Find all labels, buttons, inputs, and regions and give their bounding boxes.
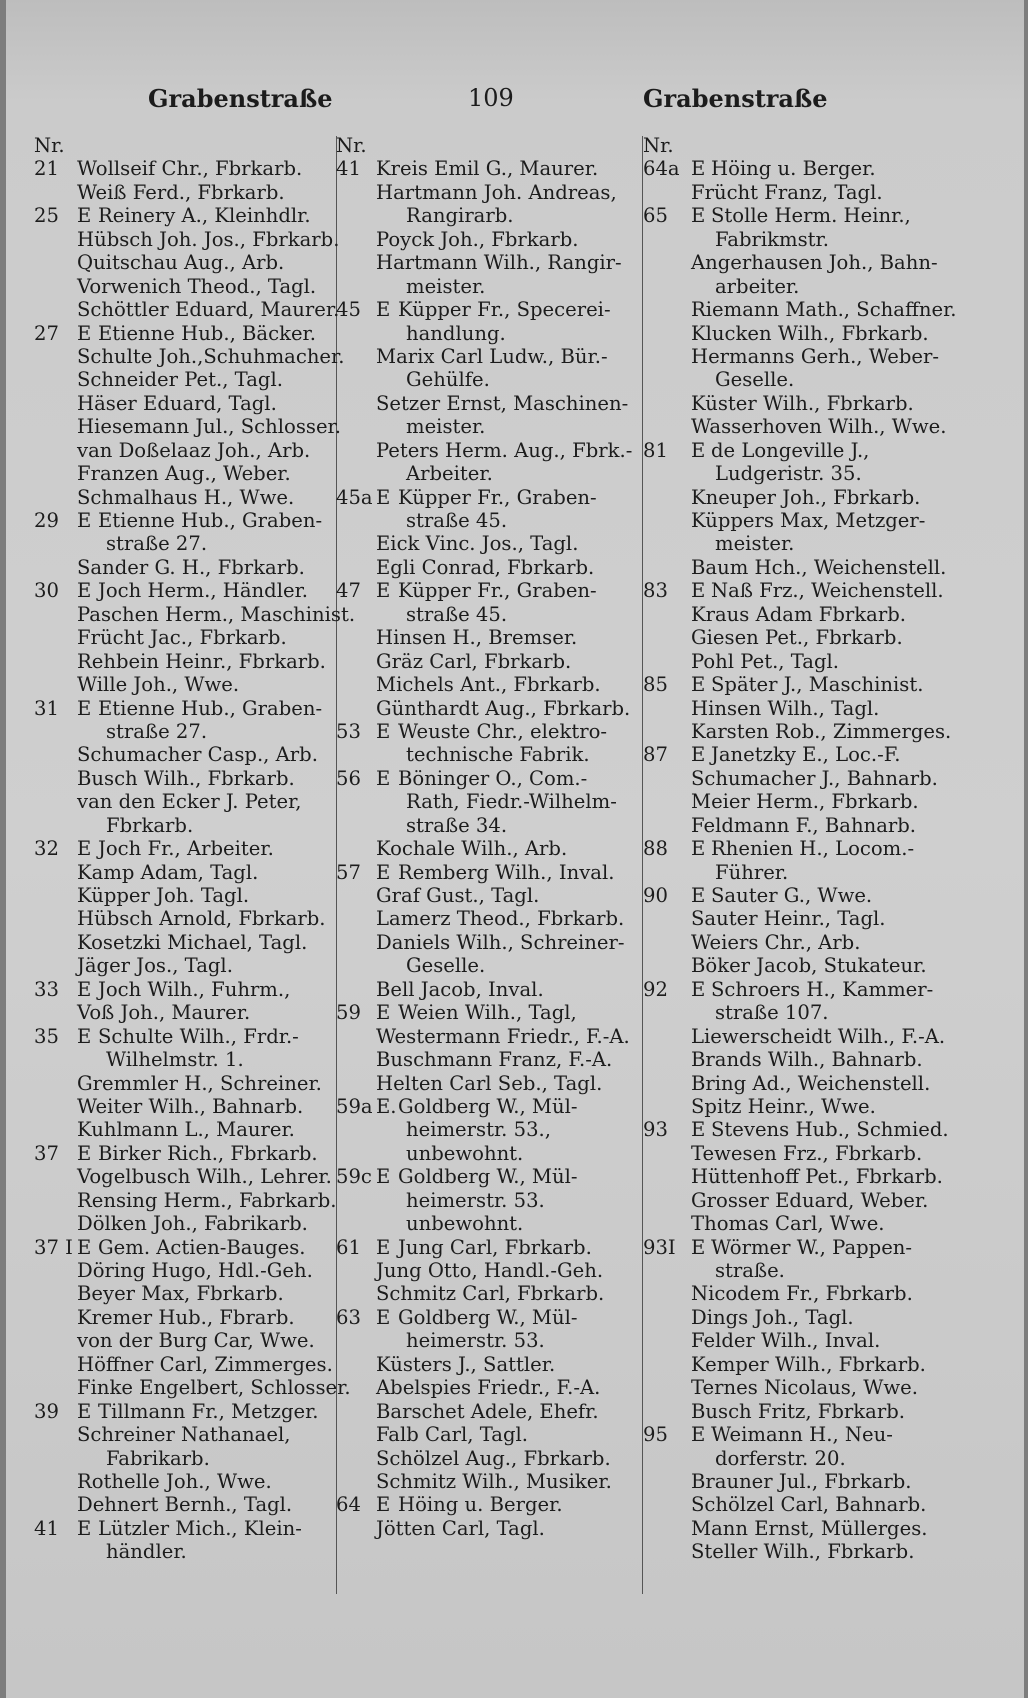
- resident-entry: Goldberg W., Mül-: [398, 1305, 578, 1329]
- owner-marker: E: [691, 884, 706, 907]
- resident-entry: Karsten Rob., Zimmerges.: [691, 719, 952, 743]
- resident-entry: van den Ecker J. Peter,: [77, 790, 302, 814]
- house-number: 92: [643, 977, 668, 1001]
- entry-continuation: Führer.: [715, 860, 789, 884]
- resident-entry: Rehbein Heinr., Fbrkarb.: [77, 649, 326, 673]
- nr-column-header: Nr.: [336, 134, 367, 157]
- resident-entry: Höffner Carl, Zimmerges.: [77, 1352, 333, 1376]
- resident-entry: Paschen Herm., Maschinist.: [77, 602, 356, 626]
- entry-continuation: straße 27.: [106, 719, 208, 743]
- owner-marker: E: [77, 837, 92, 861]
- resident-entry: Baum Hch., Weichenstell.: [691, 555, 947, 579]
- resident-entry: Joch Fr., Arbeiter.: [98, 837, 274, 861]
- house-number: 41: [336, 157, 361, 181]
- resident-entry: Ternes Nicolaus, Wwe.: [691, 1376, 919, 1400]
- owner-marker: E: [77, 204, 92, 228]
- nr-column-header: Nr.: [643, 134, 674, 157]
- entry-continuation: straße.: [715, 1259, 785, 1282]
- resident-entry: Helten Carl Seb., Tagl.: [376, 1071, 603, 1095]
- resident-entry: Schulte Joh.,Schuhmacher.: [77, 344, 345, 368]
- resident-entry: Steller Wilh., Fbrkarb.: [691, 1540, 915, 1564]
- resident-entry: Jäger Jos., Tagl.: [77, 954, 233, 978]
- resident-entry: Bell Jacob, Inval.: [376, 977, 544, 1001]
- resident-entry: Quitschau Aug., Arb.: [77, 251, 285, 275]
- resident-entry: Giesen Pet., Fbrkarb.: [691, 626, 903, 650]
- house-number: 53: [336, 719, 361, 743]
- resident-entry: Tewesen Frz., Fbrkarb.: [691, 1141, 923, 1165]
- resident-entry: Schmitz Carl, Fbrkarb.: [376, 1282, 605, 1306]
- resident-entry: Dehnert Bernh., Tagl.: [77, 1493, 293, 1517]
- resident-entry: Busch Wilh., Fbrkarb.: [77, 766, 295, 790]
- entry-continuation: meister.: [406, 274, 486, 298]
- resident-entry: Häser Eduard, Tagl.: [77, 391, 277, 415]
- resident-entry: Brands Wilh., Bahnarb.: [691, 1048, 923, 1072]
- resident-entry: Westermann Friedr., F.-A.: [376, 1024, 630, 1048]
- house-number: 87: [643, 743, 668, 767]
- house-number: 45a: [336, 485, 373, 509]
- house-number: 63: [336, 1305, 361, 1329]
- owner-marker: E: [376, 1001, 391, 1025]
- resident-entry: Wasserhoven Wilh., Wwe.: [691, 415, 947, 439]
- owner-marker: E: [77, 1141, 92, 1165]
- resident-entry: Janetzky E., Loc.-F.: [711, 743, 901, 767]
- resident-entry: Schulte Wilh., Frdr.-: [98, 1024, 299, 1048]
- owner-marker: E: [376, 1305, 391, 1329]
- resident-entry: Weiers Chr., Arb.: [691, 930, 861, 954]
- resident-entry: Jötten Carl, Tagl.: [376, 1516, 545, 1540]
- owner-marker: E: [77, 579, 92, 603]
- entry-continuation: Rangirarb.: [406, 204, 514, 228]
- resident-entry: Frücht Franz, Tagl.: [691, 180, 883, 204]
- resident-entry: Brauner Jul., Fbrkarb.: [691, 1469, 912, 1493]
- house-number: 81: [643, 438, 668, 462]
- house-number: 65: [643, 204, 668, 228]
- owner-marker: E: [77, 321, 92, 345]
- resident-entry: Thomas Carl, Wwe.: [691, 1212, 885, 1236]
- resident-entry: Rhenien H., Locom.-: [711, 837, 915, 861]
- house-number: 27: [34, 321, 59, 345]
- resident-entry: Finke Engelbert, Schlosser.: [77, 1376, 351, 1400]
- house-number: 25: [34, 204, 59, 228]
- resident-entry: Hübsch Joh. Jos., Fbrkarb.: [77, 227, 340, 251]
- house-number: 64a: [643, 157, 680, 181]
- house-number: 47: [336, 579, 361, 603]
- house-number: 32: [34, 837, 59, 861]
- resident-entry: Lamerz Theod., Fbrkarb.: [376, 907, 625, 931]
- entry-continuation: Geselle.: [406, 954, 486, 978]
- nr-column-header: Nr.: [34, 134, 65, 157]
- house-number: 59a: [336, 1094, 373, 1118]
- owner-marker: E: [691, 157, 706, 181]
- resident-entry: Böker Jacob, Stukateur.: [691, 954, 927, 978]
- resident-entry: Birker Rich., Fbrkarb.: [98, 1141, 318, 1165]
- resident-entry: Remberg Wilh., Inval.: [398, 860, 615, 884]
- resident-entry: Schmitz Wilh., Musiker.: [376, 1469, 612, 1493]
- resident-entry: Kraus Adam Fbrkarb.: [691, 602, 906, 626]
- entry-continuation: Arbeiter.: [406, 462, 493, 486]
- owner-marker: E: [77, 1399, 92, 1423]
- house-number: 83: [643, 579, 668, 603]
- resident-entry: Rothelle Joh., Wwe.: [77, 1469, 272, 1493]
- entry-continuation: dorferstr. 20.: [715, 1446, 846, 1470]
- house-number: 41: [34, 1516, 59, 1540]
- resident-entry: Kneuper Joh., Fbrkarb.: [691, 485, 921, 509]
- resident-entry: Vogelbusch Wilh., Lehrer.: [77, 1165, 332, 1189]
- left-street-title: Grabenstraße: [148, 84, 333, 113]
- owner-marker: E: [376, 579, 391, 603]
- directory-page: [6, 0, 1024, 1698]
- resident-entry: Stevens Hub., Schmied.: [711, 1118, 949, 1142]
- entry-continuation: Rath, Fiedr.-Wilhelm-: [406, 790, 617, 814]
- resident-entry: Weien Wilh., Tagl,: [398, 1001, 577, 1025]
- entry-continuation: Wilhelmstr. 1.: [106, 1048, 244, 1072]
- resident-entry: Küpper Fr., Graben-: [398, 579, 597, 603]
- entry-continuation: Gehülfe.: [406, 368, 490, 392]
- owner-marker: E: [77, 1516, 92, 1540]
- resident-entry: Etienne Hub., Graben-: [98, 696, 323, 720]
- owner-marker: E: [376, 485, 391, 509]
- resident-entry: Voß Joh., Maurer.: [77, 1001, 251, 1025]
- resident-entry: Franzen Aug., Weber.: [77, 462, 291, 486]
- right-street-title: Grabenstraße: [643, 84, 828, 113]
- house-number: 21: [34, 157, 59, 181]
- resident-entry: Nicodem Fr., Fbrkarb.: [691, 1282, 913, 1306]
- resident-entry: Lützler Mich., Klein-: [98, 1516, 302, 1540]
- resident-entry: Graf Gust., Tagl.: [376, 884, 540, 907]
- entry-continuation: arbeiter.: [715, 274, 800, 298]
- resident-entry: Beyer Max, Fbrkarb.: [77, 1282, 284, 1306]
- resident-entry: Hartmann Joh. Andreas,: [376, 180, 617, 204]
- resident-entry: Günthardt Aug., Fbrkarb.: [376, 696, 631, 720]
- owner-marker: E: [691, 579, 706, 603]
- resident-entry: Schmalhaus H., Wwe.: [77, 485, 295, 509]
- owner-marker: E: [376, 1235, 391, 1259]
- owner-marker: E: [376, 1493, 391, 1517]
- resident-entry: Schöttler Eduard, Maurer.: [77, 298, 340, 322]
- entry-continuation: unbewohnt.: [406, 1141, 524, 1165]
- resident-entry: Sauter G., Wwe.: [711, 884, 873, 907]
- resident-entry: Döring Hugo, Hdl.-Geh.: [77, 1259, 313, 1282]
- resident-entry: Höing u. Berger.: [711, 157, 876, 181]
- resident-entry: Schumacher Casp., Arb.: [77, 743, 318, 767]
- entry-continuation: händler.: [106, 1540, 187, 1564]
- resident-entry: Schreiner Nathanael,: [77, 1423, 291, 1447]
- house-number: 31: [34, 696, 59, 720]
- entry-continuation: heimerstr. 53.: [406, 1329, 545, 1353]
- resident-entry: Eick Vinc. Jos., Tagl.: [376, 532, 579, 556]
- house-number: 88: [643, 837, 668, 861]
- resident-entry: Felder Wilh., Inval.: [691, 1329, 881, 1353]
- house-number: 95: [643, 1423, 668, 1447]
- resident-entry: Dings Joh., Tagl.: [691, 1305, 854, 1329]
- resident-entry: Dölken Joh., Fabrikarb.: [77, 1212, 308, 1236]
- entry-continuation: Fabrikmstr.: [715, 227, 829, 251]
- resident-entry: Poyck Joh., Fbrkarb.: [376, 227, 579, 251]
- owner-marker: E: [691, 204, 706, 228]
- entry-continuation: straße 107.: [715, 1001, 829, 1025]
- resident-entry: Kreis Emil G., Maurer.: [376, 157, 599, 181]
- resident-entry: Rensing Herm., Fabrkarb.: [77, 1188, 337, 1212]
- resident-entry: Hinsen H., Bremser.: [376, 626, 578, 650]
- resident-entry: Später J., Maschinist.: [711, 673, 924, 697]
- resident-entry: Küpper Fr., Specerei-: [398, 298, 611, 322]
- owner-marker: E: [376, 298, 391, 322]
- house-number: 57: [336, 860, 361, 884]
- resident-entry: Marix Carl Ludw., Bür.-: [376, 344, 608, 368]
- owner-marker: E: [77, 509, 92, 532]
- resident-entry: Naß Frz., Weichenstell.: [711, 579, 944, 603]
- entry-continuation: Ludgeristr. 35.: [715, 462, 862, 486]
- resident-entry: Hinsen Wilh., Tagl.: [691, 696, 880, 720]
- resident-entry: van Doßelaaz Joh., Arb.: [77, 438, 311, 462]
- resident-entry: Spitz Heinr., Wwe.: [691, 1094, 876, 1118]
- resident-entry: Gem. Actien-Bauges.: [98, 1235, 306, 1259]
- column-divider: [642, 136, 643, 1594]
- resident-entry: Riemann Math., Schaffner.: [691, 298, 957, 322]
- resident-entry: Gremmler H., Schreiner.: [77, 1071, 322, 1095]
- house-number: 93I: [643, 1235, 676, 1259]
- owner-marker: E: [691, 837, 706, 861]
- resident-entry: Frücht Jac., Fbrkarb.: [77, 626, 287, 650]
- resident-entry: Wille Joh., Wwe.: [77, 673, 240, 697]
- resident-entry: Tillmann Fr., Metzger.: [98, 1399, 319, 1423]
- resident-entry: Küppers Max, Metzger-: [691, 509, 926, 532]
- house-number: 33: [34, 977, 59, 1001]
- house-number: 39: [34, 1399, 59, 1423]
- resident-entry: Meier Herm., Fbrkarb.: [691, 790, 919, 814]
- resident-entry: Schneider Pet., Tagl.: [77, 368, 283, 392]
- entry-continuation: handlung.: [406, 321, 506, 345]
- owner-marker: E: [77, 1024, 92, 1048]
- house-number: 90: [643, 884, 668, 907]
- resident-entry: de Longeville J.,: [711, 438, 870, 462]
- owner-marker: E: [376, 1165, 391, 1189]
- owner-marker: E: [77, 1235, 92, 1259]
- resident-entry: Hüttenhoff Pet., Fbrkarb.: [691, 1165, 943, 1189]
- owner-marker: E: [691, 977, 706, 1001]
- resident-entry: Pohl Pet., Tagl.: [691, 649, 840, 673]
- resident-entry: Weuste Chr., elektro-: [398, 719, 608, 743]
- resident-entry: Goldberg W., Mül-: [398, 1165, 578, 1189]
- owner-marker: E: [691, 673, 706, 697]
- resident-entry: Schumacher J., Bahnarb.: [691, 766, 938, 790]
- resident-entry: Etienne Hub., Bäcker.: [98, 321, 316, 345]
- resident-entry: Kamp Adam, Tagl.: [77, 860, 259, 884]
- resident-entry: Kochale Wilh., Arb.: [376, 837, 568, 861]
- owner-marker: E: [691, 1423, 706, 1447]
- resident-entry: Schroers H., Kammer-: [711, 977, 934, 1001]
- resident-entry: Joch Wilh., Fuhrm.,: [98, 977, 291, 1001]
- resident-entry: Wollseif Chr., Fbrkarb.: [77, 157, 303, 181]
- resident-entry: Abelspies Friedr., F.-A.: [376, 1376, 601, 1400]
- house-number: 59: [336, 1001, 361, 1025]
- resident-entry: Vorwenich Theod., Tagl.: [77, 274, 317, 298]
- house-number: 37: [34, 1141, 59, 1165]
- entry-continuation: straße 34.: [406, 813, 508, 837]
- entry-continuation: meister.: [406, 415, 486, 439]
- resident-entry: Wörmer W., Pappen-: [711, 1235, 913, 1259]
- resident-entry: Mann Ernst, Müllerges.: [691, 1516, 928, 1540]
- resident-entry: Küsters J., Sattler.: [376, 1352, 556, 1376]
- house-number: 64: [336, 1493, 361, 1517]
- resident-entry: Daniels Wilh., Schreiner-: [376, 930, 625, 954]
- house-number: 45: [336, 298, 361, 322]
- resident-entry: Hermanns Gerh., Weber-: [691, 344, 940, 368]
- entry-continuation: Fabrikarb.: [106, 1446, 210, 1470]
- house-number: 59c: [336, 1165, 372, 1189]
- owner-marker: E: [691, 1235, 706, 1259]
- resident-entry: Jung Carl, Fbrkarb.: [398, 1235, 592, 1259]
- resident-entry: Böninger O., Com.-: [398, 766, 588, 790]
- resident-entry: Goldberg W., Mül-: [398, 1094, 578, 1118]
- entry-continuation: Fbrkarb.: [106, 813, 194, 837]
- resident-entry: Falb Carl, Tagl.: [376, 1423, 529, 1447]
- entry-continuation: heimerstr. 53.: [406, 1188, 545, 1212]
- resident-entry: Hartmann Wilh., Rangir-: [376, 251, 622, 275]
- house-number: 93: [643, 1118, 668, 1142]
- entry-continuation: technische Fabrik.: [406, 743, 590, 767]
- entry-continuation: straße 27.: [106, 532, 208, 556]
- house-number: 30: [34, 579, 59, 603]
- resident-entry: Sander G. H., Fbrkarb.: [77, 555, 305, 579]
- resident-entry: Joch Herm., Händler.: [98, 579, 309, 603]
- resident-entry: Bring Ad., Weichenstell.: [691, 1071, 931, 1095]
- resident-entry: Barschet Adele, Ehefr.: [376, 1399, 599, 1423]
- house-number: 37 I: [34, 1235, 73, 1259]
- resident-entry: Sauter Heinr., Tagl.: [691, 907, 886, 931]
- resident-entry: Gräz Carl, Fbrkarb.: [376, 649, 572, 673]
- resident-entry: von der Burg Car, Wwe.: [77, 1329, 315, 1353]
- house-number: 61: [336, 1235, 361, 1259]
- resident-entry: Liewerscheidt Wilh., F.-A.: [691, 1024, 946, 1048]
- resident-entry: Feldmann F., Bahnarb.: [691, 813, 917, 837]
- resident-entry: Weiß Ferd., Fbrkarb.: [77, 180, 285, 204]
- resident-entry: Hiesemann Jul., Schlosser.: [77, 415, 341, 439]
- owner-marker: E: [691, 743, 706, 767]
- resident-entry: Schölzel Aug., Fbrkarb.: [376, 1446, 611, 1470]
- resident-entry: Küpper Fr., Graben-: [398, 485, 597, 509]
- owner-marker: E: [77, 696, 92, 720]
- resident-entry: Kremer Hub., Fbrarb.: [77, 1305, 295, 1329]
- resident-entry: Michels Ant., Fbrkarb.: [376, 673, 601, 697]
- resident-entry: Angerhausen Joh., Bahn-: [691, 251, 938, 275]
- resident-entry: Klucken Wilh., Fbrkarb.: [691, 321, 929, 345]
- resident-entry: Kuhlmann L., Maurer.: [77, 1118, 295, 1142]
- owner-marker: E: [376, 766, 391, 790]
- owner-marker: E: [376, 860, 391, 884]
- resident-entry: Hübsch Arnold, Fbrkarb.: [77, 907, 326, 931]
- resident-entry: Egli Conrad, Fbrkarb.: [376, 555, 595, 579]
- entry-continuation: heimerstr. 53.,: [406, 1118, 552, 1142]
- resident-entry: Kosetzki Michael, Tagl.: [77, 930, 308, 954]
- owner-marker: E: [691, 1118, 706, 1142]
- resident-entry: Weiter Wilh., Bahnarb.: [77, 1094, 304, 1118]
- resident-entry: Jung Otto, Handl.-Geh.: [376, 1259, 604, 1282]
- resident-entry: Grosser Eduard, Weber.: [691, 1188, 929, 1212]
- house-number: 35: [34, 1024, 59, 1048]
- owner-marker: E: [376, 719, 391, 743]
- resident-entry: Buschmann Franz, F.-A.: [376, 1048, 613, 1072]
- entry-continuation: straße 45.: [406, 602, 508, 626]
- resident-entry: Weimann H., Neu-: [711, 1423, 893, 1447]
- entry-continuation: straße 45.: [406, 509, 508, 532]
- owner-marker: E: [691, 438, 706, 462]
- resident-entry: Höing u. Berger.: [398, 1493, 563, 1517]
- house-number: 85: [643, 673, 668, 697]
- resident-entry: Küpper Joh. Tagl.: [77, 884, 250, 907]
- resident-entry: Setzer Ernst, Maschinen-: [376, 391, 629, 415]
- resident-entry: Kemper Wilh., Fbrkarb.: [691, 1352, 926, 1376]
- resident-entry: Reinery A., Kleinhdlr.: [98, 204, 311, 228]
- owner-marker: E.: [376, 1094, 397, 1118]
- entry-continuation: meister.: [715, 532, 795, 556]
- resident-entry: Küster Wilh., Fbrkarb.: [691, 391, 914, 415]
- page-number: 109: [468, 84, 514, 112]
- resident-entry: Etienne Hub., Graben-: [98, 509, 323, 532]
- resident-entry: Stolle Herm. Heinr.,: [711, 204, 911, 228]
- resident-entry: Schölzel Carl, Bahnarb.: [691, 1493, 927, 1517]
- house-number: 56: [336, 766, 361, 790]
- entry-continuation: unbewohnt.: [406, 1212, 524, 1236]
- owner-marker: E: [77, 977, 92, 1001]
- resident-entry: Peters Herm. Aug., Fbrk.-: [376, 438, 633, 462]
- resident-entry: Busch Fritz, Fbrkarb.: [691, 1399, 905, 1423]
- house-number: 29: [34, 509, 59, 532]
- page-header: [6, 84, 1024, 124]
- entry-continuation: Geselle.: [715, 368, 795, 392]
